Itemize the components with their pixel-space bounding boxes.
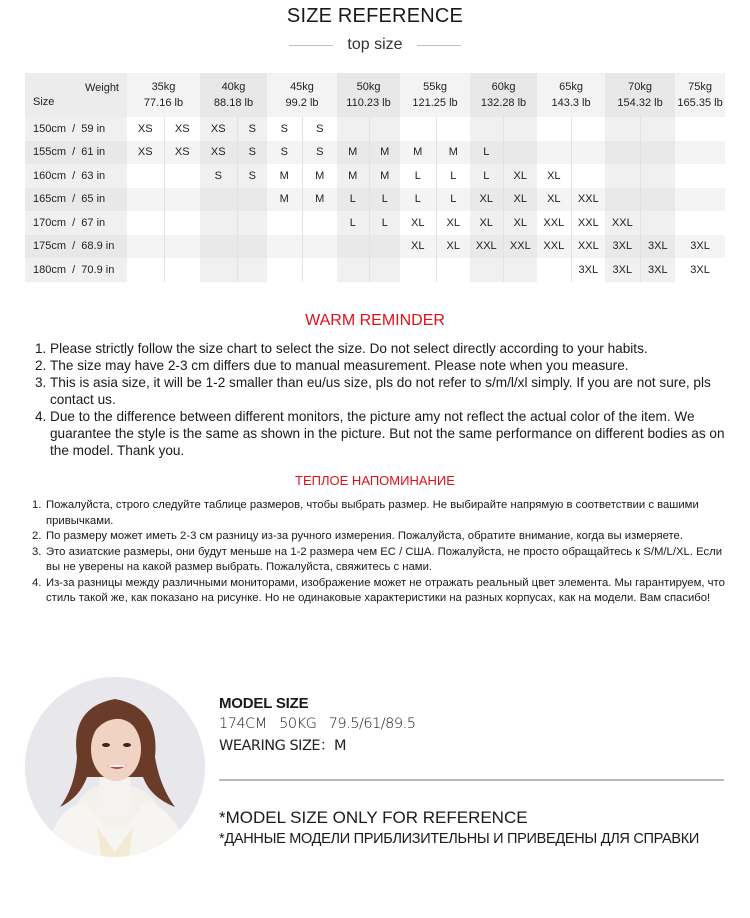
size-cell <box>640 141 675 165</box>
height-label: 155cm / 61 in <box>25 141 127 165</box>
size-cell <box>127 258 164 282</box>
size-cell <box>605 117 640 141</box>
list-item: 4. Из-за разницы между различными мониторами, изображение может не отражать реальный цвет элемента. Мы гарантируем, что стиль такой же, как показано на рисунке. Но не одинаковые характеристики на разных корпусах, как на модели. Вам спасибо! <box>32 576 725 604</box>
size-cell: 3XL <box>605 258 640 282</box>
divider-right <box>417 45 461 46</box>
size-cell: L <box>436 164 470 188</box>
size-cell <box>164 164 200 188</box>
size-cell <box>164 188 200 212</box>
weight-header <box>267 73 337 117</box>
size-cell <box>503 258 537 282</box>
size-cell: XS <box>200 117 237 141</box>
size-cell <box>605 164 640 188</box>
model-portrait-icon <box>25 677 205 857</box>
size-cell: XL <box>537 188 571 212</box>
size-cell: L <box>337 211 369 235</box>
size-cell <box>503 141 537 165</box>
subtitle: top size <box>347 36 403 53</box>
size-cell: XL <box>470 188 503 212</box>
size-cell <box>605 188 640 212</box>
height-label: 150cm / 59 in <box>25 117 127 141</box>
model-divider <box>219 779 724 781</box>
size-cell: XL <box>470 211 503 235</box>
size-cell <box>675 211 725 235</box>
size-cell: M <box>436 141 470 165</box>
model-size-title: MODEL SIZE <box>219 695 309 712</box>
weight-kg: 55kg <box>423 81 447 93</box>
size-cell <box>675 188 725 212</box>
size-cell <box>267 211 302 235</box>
size-cell <box>537 117 571 141</box>
size-cell <box>369 235 400 259</box>
size-cell <box>503 117 537 141</box>
list-item: 1. Пожалуйста, строго следуйте таблице размеров, чтобы выбрать размер. Не выбирайте напрямую в соответствии с вашими привычками. <box>32 499 699 527</box>
size-cell <box>267 258 302 282</box>
weight-lb: 77.16 lb <box>143 97 184 109</box>
size-cell: XXL <box>605 211 640 235</box>
weight-header <box>127 73 200 117</box>
size-cell <box>675 164 725 188</box>
size-cell <box>164 211 200 235</box>
weight-lb: 110.23 lb <box>346 97 391 109</box>
size-cell <box>571 117 605 141</box>
size-cell <box>127 188 164 212</box>
size-cell: S <box>200 164 237 188</box>
size-cell: S <box>267 117 302 141</box>
size-cell <box>127 235 164 259</box>
size-cell: L <box>436 188 470 212</box>
size-cell <box>640 188 675 212</box>
size-cell <box>400 258 436 282</box>
weight-lb: 99.2 lb <box>285 97 319 109</box>
size-cell: XXL <box>503 235 537 259</box>
height-label: 180cm / 70.9 in <box>25 258 127 282</box>
size-cell: M <box>337 141 369 165</box>
weight-lb: 121.25 lb <box>412 97 458 109</box>
size-cell <box>470 117 503 141</box>
size-cell: M <box>302 164 337 188</box>
size-cell: L <box>470 141 503 165</box>
size-cell <box>571 141 605 165</box>
list-item: 2. The size may have 2-3 cm differs due to manual measurement. Please note when you measure. <box>35 358 629 373</box>
size-cell: XXL <box>571 188 605 212</box>
table-row <box>25 117 725 141</box>
weight-header <box>675 73 725 117</box>
model-size-block <box>219 695 729 755</box>
corner-cell <box>25 73 127 117</box>
size-cell: XS <box>164 141 200 165</box>
weight-header <box>400 73 470 117</box>
size-cell <box>127 164 164 188</box>
weight-kg: 45kg <box>290 81 314 93</box>
size-cell: L <box>337 188 369 212</box>
table-row <box>25 141 725 165</box>
size-cell: L <box>400 164 436 188</box>
list-item: 2. По размеру может иметь 2-3 см разницу из-за ручного измерения. Пожалуйста, обратите внимание, когда вы измеряете. <box>32 530 683 542</box>
size-cell <box>200 211 237 235</box>
size-cell: L <box>470 164 503 188</box>
size-chart-table <box>25 73 725 282</box>
size-cell: M <box>267 164 302 188</box>
weight-axis-label: Weight <box>84 82 119 94</box>
size-cell: M <box>369 141 400 165</box>
height-label: 165cm / 65 in <box>25 188 127 212</box>
size-cell <box>640 211 675 235</box>
size-cell: 3XL <box>605 235 640 259</box>
size-cell: S <box>302 117 337 141</box>
weight-kg: 40kg <box>221 81 246 93</box>
size-cell: XL <box>503 211 537 235</box>
size-cell: 3XL <box>675 235 725 259</box>
weight-lb: 88.18 lb <box>213 97 254 109</box>
size-cell <box>436 117 470 141</box>
divider-left <box>289 45 333 46</box>
list-item: 3. Это азиатские размеры, они будут меньше на 1-2 размера чем ЕС / США. Пожалуйста, не просто обращайтесь к S/M/L/XL. Если вы не уверены на какой размер выбрать. Пожалуйста, свяжитесь с нами. <box>32 545 723 573</box>
size-cell: S <box>302 141 337 165</box>
size-cell: XL <box>436 235 470 259</box>
weight-kg: 65kg <box>559 81 583 93</box>
size-cell <box>605 141 640 165</box>
table-row <box>25 164 725 188</box>
size-cell <box>640 164 675 188</box>
size-cell: XL <box>436 211 470 235</box>
weight-header <box>470 73 537 117</box>
size-cell: S <box>267 141 302 165</box>
weight-header <box>337 73 400 117</box>
table-row <box>25 188 725 212</box>
model-stats: 174CM 50KG 79.5/61/89.5 <box>219 716 416 732</box>
weight-kg: 60kg <box>491 81 516 93</box>
size-cell <box>436 258 470 282</box>
size-cell: L <box>400 188 436 212</box>
warm-reminder-title: WARM REMINDER <box>305 312 445 329</box>
size-cell <box>237 188 267 212</box>
size-cell: M <box>369 164 400 188</box>
weight-header <box>200 73 267 117</box>
size-cell <box>675 141 725 165</box>
height-label: 160cm / 63 in <box>25 164 127 188</box>
height-label: 175cm / 68.9 in <box>25 235 127 259</box>
table-row <box>25 211 725 235</box>
weight-lb: 143.3 lb <box>551 97 591 109</box>
table-row <box>25 235 725 259</box>
size-cell: XL <box>400 211 436 235</box>
size-cell <box>200 188 237 212</box>
size-cell <box>164 258 200 282</box>
height-label: 170cm / 67 in <box>25 211 127 235</box>
size-cell: XS <box>164 117 200 141</box>
size-cell <box>302 235 337 259</box>
size-cell <box>302 211 337 235</box>
size-cell <box>369 117 400 141</box>
size-cell: 3XL <box>675 258 725 282</box>
size-cell: S <box>237 164 267 188</box>
size-cell: L <box>369 211 400 235</box>
size-cell: M <box>267 188 302 212</box>
size-cell <box>640 117 675 141</box>
model-wearing-size: WEARING SIZE：M <box>219 738 347 754</box>
subtitle-row <box>0 36 750 54</box>
size-cell <box>200 235 237 259</box>
weight-kg: 70kg <box>628 81 652 93</box>
size-cell: XL <box>537 164 571 188</box>
size-cell <box>302 258 337 282</box>
size-cell: XS <box>200 141 237 165</box>
size-cell: XXL <box>571 211 605 235</box>
size-cell: XXL <box>571 235 605 259</box>
weight-kg: 75kg <box>688 81 712 93</box>
table-header-row <box>25 73 725 117</box>
weight-kg: 35kg <box>151 81 176 93</box>
weight-header <box>605 73 675 117</box>
size-cell: S <box>237 117 267 141</box>
size-cell: XL <box>503 164 537 188</box>
page-title: SIZE REFERENCE <box>286 5 464 27</box>
size-cell: M <box>400 141 436 165</box>
size-cell <box>675 117 725 141</box>
weight-lb: 132.28 lb <box>480 97 527 109</box>
warm-reminder-ru-list <box>32 498 732 607</box>
size-cell <box>571 164 605 188</box>
size-cell <box>400 117 436 141</box>
size-cell <box>200 258 237 282</box>
size-cell: XXL <box>537 211 571 235</box>
size-cell: 3XL <box>640 258 675 282</box>
model-note-ru: *ДАННЫЕ МОДЕЛИ ПРИБЛИЗИТЕЛЬНЫ И ПРИВЕДЕНЫ ДЛЯ СПРАВКИ <box>219 831 700 847</box>
weight-lb: 165.35 lb <box>677 97 723 109</box>
size-cell: XXL <box>537 235 571 259</box>
size-cell: L <box>369 188 400 212</box>
size-cell <box>127 211 164 235</box>
list-item: 3. This is asia size, it will be 1-2 smaller than eu/us size, pls do not refer to s/m/l/xl simply. If you are not sure, pls contact us. <box>35 375 711 407</box>
weight-lb: 154.32 lb <box>617 97 663 109</box>
size-cell <box>369 258 400 282</box>
size-cell <box>237 211 267 235</box>
size-cell: XL <box>400 235 436 259</box>
size-cell <box>267 235 302 259</box>
size-cell: 3XL <box>640 235 675 259</box>
size-axis-label: Size <box>33 96 55 108</box>
list-item: 1. Please strictly follow the size chart to select the size. Do not select directly according to your habits. <box>35 341 648 356</box>
size-cell: S <box>237 141 267 165</box>
size-cell <box>337 258 369 282</box>
size-cell <box>537 258 571 282</box>
size-cell <box>237 235 267 259</box>
warm-reminder-list <box>35 340 725 459</box>
list-item: 4. Due to the difference between different monitors, the picture amy not reflect the actual color of the item. We guarantee the style is the same as shown in the picture. But not the same performance on different bodies as on the model. Thank you. <box>35 409 725 458</box>
size-cell <box>164 235 200 259</box>
model-avatar <box>25 677 205 857</box>
size-cell <box>537 141 571 165</box>
size-cell <box>237 258 267 282</box>
size-cell: XS <box>127 141 164 165</box>
weight-header <box>537 73 605 117</box>
weight-kg: 50kg <box>356 81 381 93</box>
size-cell: M <box>302 188 337 212</box>
size-cell: XS <box>127 117 164 141</box>
size-cell <box>337 235 369 259</box>
table-row <box>25 258 725 282</box>
size-cell: XL <box>503 188 537 212</box>
size-cell: M <box>337 164 369 188</box>
warm-reminder-ru-title: ТЕПЛОЕ НАПОМИНАНИЕ <box>295 473 455 488</box>
size-cell <box>470 258 503 282</box>
size-cell <box>337 117 369 141</box>
model-note-en: *MODEL SIZE ONLY FOR REFERENCE <box>219 808 528 827</box>
size-cell: XXL <box>470 235 503 259</box>
size-cell: 3XL <box>571 258 605 282</box>
